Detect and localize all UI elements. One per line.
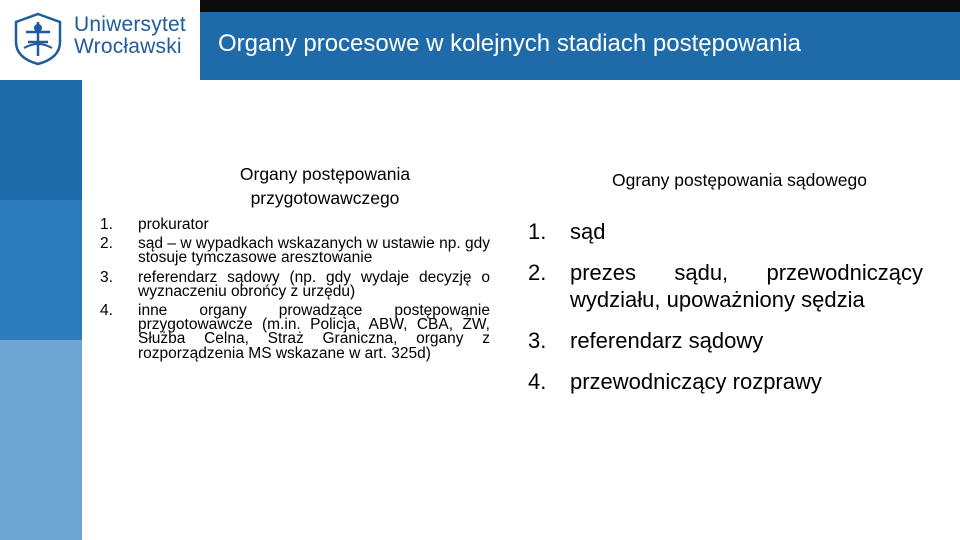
university-logo	[0, 0, 200, 80]
list-item-number: 2.	[100, 235, 113, 253]
university-name-line1: Uniwersytet	[74, 13, 186, 36]
left-heading-line1: Organy postępowania	[239, 164, 411, 184]
list-item	[100, 237, 490, 265]
strip-band-mid	[0, 200, 82, 340]
side-color-strip	[0, 80, 82, 540]
slide-header	[200, 0, 960, 80]
list-item-text: referendarz sądowy (np. gdy wydaje decyzję o wyznaczeniu obrońcy z urzędu)	[138, 268, 490, 300]
left-column-heading	[100, 162, 490, 210]
list-item	[528, 368, 923, 395]
list-item-number: 1.	[528, 219, 547, 244]
list-item	[100, 304, 490, 361]
university-name-line2: Wrocławski	[74, 35, 182, 58]
left-heading-line2: przygotowawczego	[250, 188, 400, 208]
left-column-list	[100, 218, 490, 361]
list-item-text: prezes sądu, przewodniczący wydziału, upoważniony sędzia	[570, 260, 923, 312]
list-item-number: 2.	[528, 260, 547, 285]
list-item-number: 4.	[528, 369, 547, 394]
list-item-number: 1.	[100, 216, 113, 233]
list-item-text: prokurator	[138, 216, 209, 233]
right-column	[528, 168, 923, 409]
strip-band-light	[0, 340, 82, 540]
list-item	[100, 268, 490, 300]
list-item	[528, 259, 923, 313]
list-item-text: sąd	[570, 219, 606, 244]
list-item-number: 3.	[528, 328, 547, 353]
list-item	[100, 218, 490, 232]
list-item	[528, 218, 923, 245]
list-item-text: inne organy prowadzące postępowanie przygotowawcze (m.in. Policja, ABW, CBA, ŻW, Służba Celna, Straż Graniczna, organy z rozporządzenia MS wskazane w art. 325d)	[138, 302, 490, 362]
left-column	[100, 162, 490, 366]
header-top-line	[200, 0, 960, 12]
right-column-heading: Ograny postępowania sądowego	[612, 170, 867, 190]
list-item-number: 4.	[100, 302, 113, 320]
strip-band-dark	[0, 80, 82, 200]
right-column-list	[528, 218, 923, 395]
list-item-text: przewodniczący rozprawy	[570, 369, 822, 394]
list-item	[528, 327, 923, 354]
university-name	[74, 14, 186, 58]
list-item-text: sąd – w wypadkach wskazanych w ustawie np. gdy stosuje tymczasowe aresztowanie	[138, 235, 490, 267]
list-item-number: 3.	[100, 268, 113, 286]
slide-title: Organy procesowe w kolejnych stadiach postępowania	[218, 30, 801, 57]
list-item-text: referendarz sądowy	[570, 328, 764, 353]
university-crest-icon	[12, 12, 64, 66]
